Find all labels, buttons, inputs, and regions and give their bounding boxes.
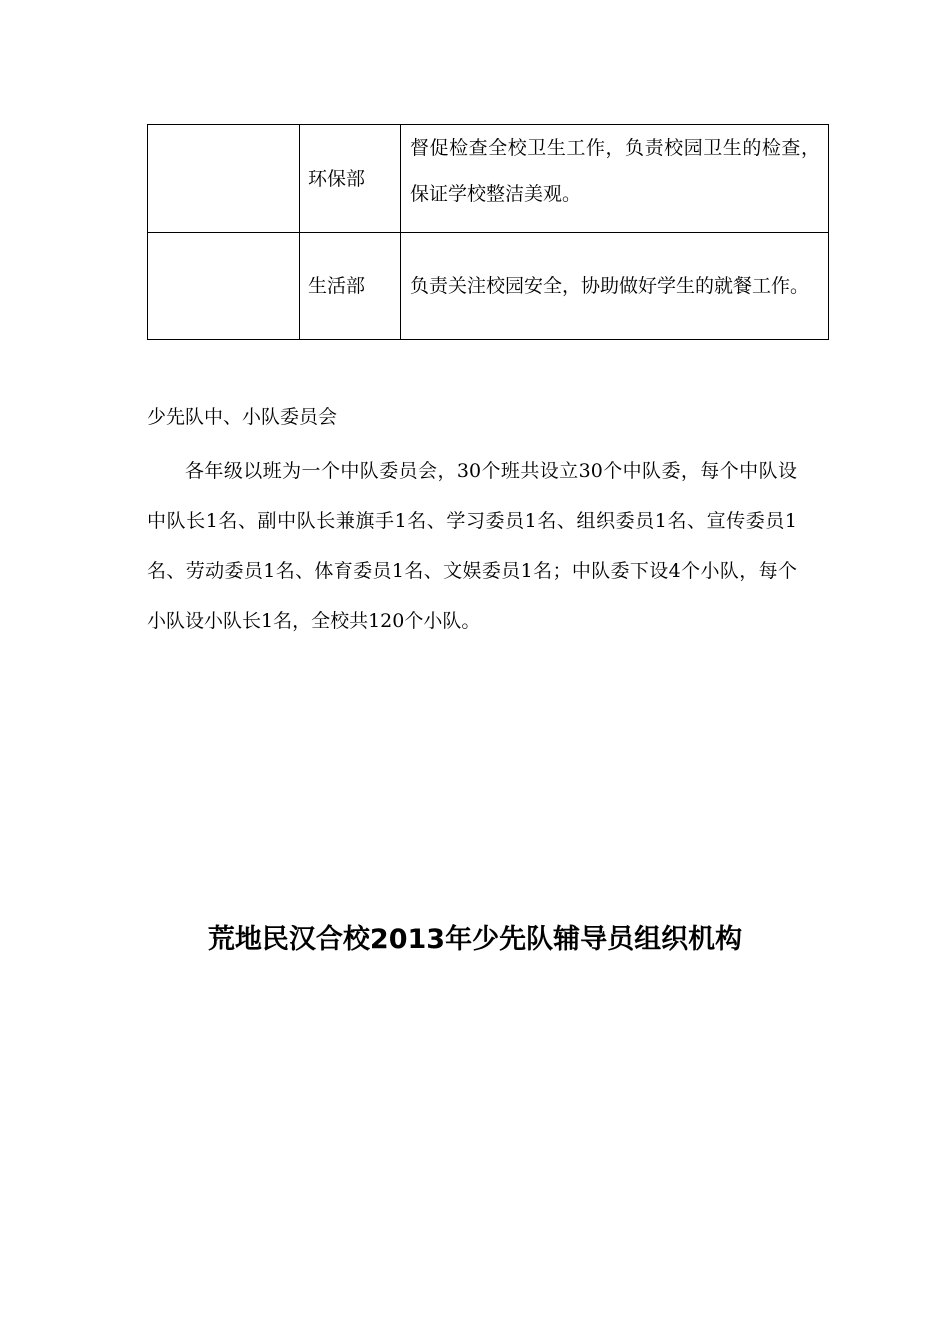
group-cell <box>148 233 300 340</box>
duty-cell: 负责关注校园安全，协助做好学生的就餐工作。 <box>401 233 829 340</box>
table-row <box>148 233 829 340</box>
department-cell: 生活部 <box>300 233 401 340</box>
department-duty-table <box>147 124 829 340</box>
department-cell: 环保部 <box>300 125 401 233</box>
document-title: 荒地民汉合校2013年少先队辅导员组织机构 <box>207 924 743 955</box>
group-cell <box>148 125 300 233</box>
body-paragraph: 各年级以班为一个中队委员会，30个班共设立30个中队委，每个中队设中队长1名、副中队长兼旗手1名、学习委员1名、组织委员1名、宣传委员1名、劳动委员1名、体育委员1名、文娱委员1名；中队委下设4个小队，每个小队设小队长1名，全校共120个小队。 <box>147 460 797 632</box>
section-heading: 少先队中、小队委员会 <box>147 406 338 428</box>
table-row <box>148 125 829 233</box>
duty-cell: 督促检查全校卫生工作，负责校园卫生的检查，保证学校整洁美观。 <box>401 125 829 233</box>
